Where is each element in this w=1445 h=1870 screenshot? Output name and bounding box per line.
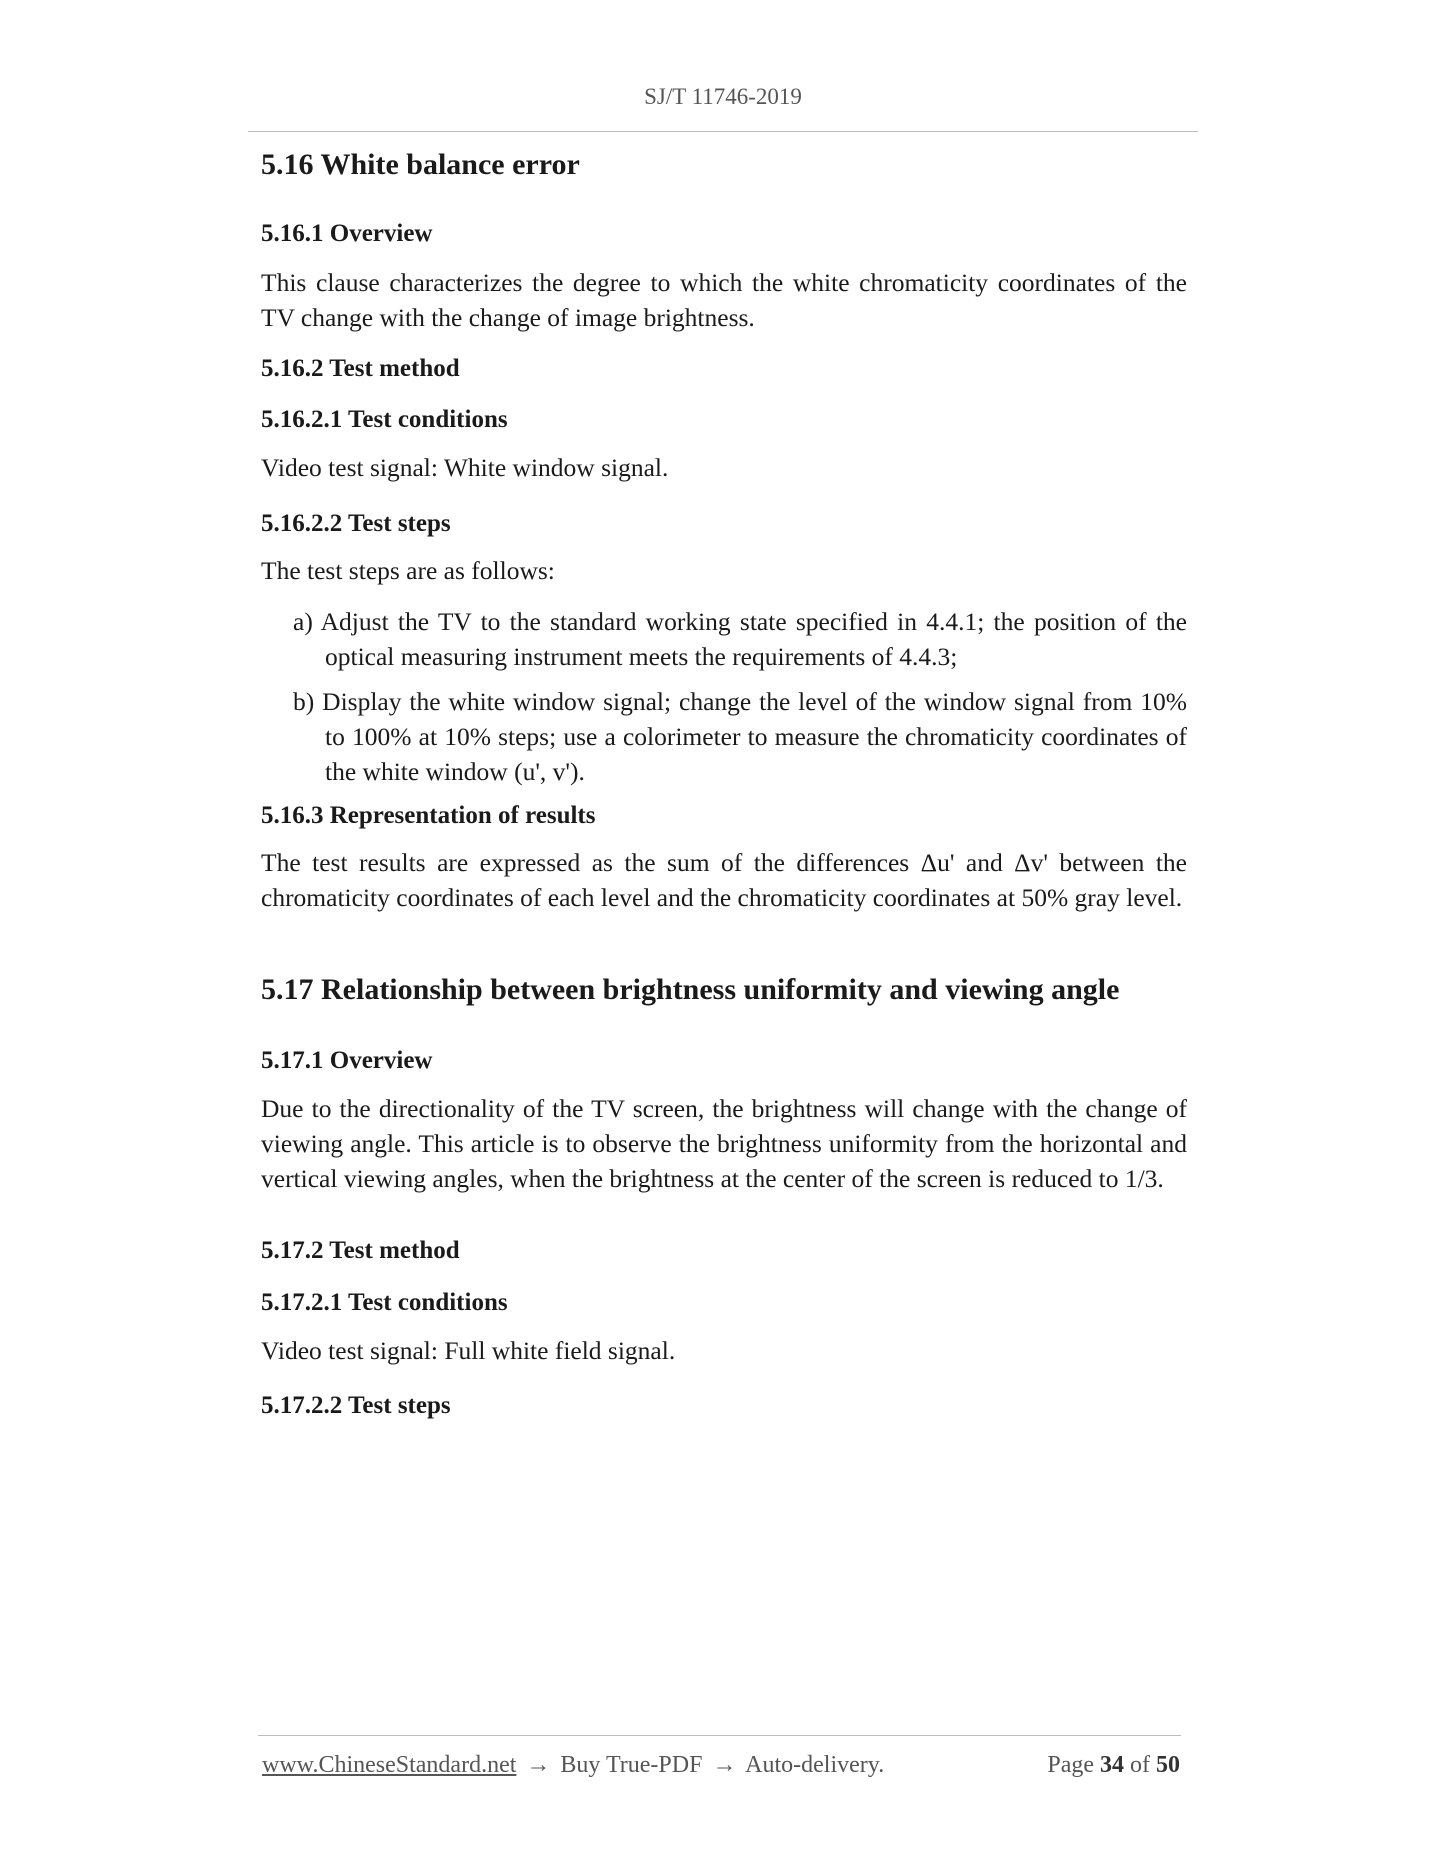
section-5-16-2-1-text: Video test signal: White window signal. <box>261 453 669 482</box>
section-5-17-2-heading: 5.17.2 Test method <box>261 1237 460 1264</box>
section-5-16-3-text: The test results are expressed as the sum of the differences Δu' and Δv' between the chromaticity coordinates of each level and the chromaticity coordinates at 50% gray level. <box>261 848 1187 912</box>
section-5-17-1-text: Due to the directionality of the TV screen, the brightness will change with the change of viewing angle. This article is to observe the brightness uniformity from the horizontal and vertical viewing angles, when the brightness at the center of the screen is reduced to 1/3. <box>261 1094 1187 1193</box>
section-5-17-2-1-text: Video test signal: Full white field signal. <box>261 1336 676 1365</box>
section-5-17-2-2-heading: 5.17.2.2 Test steps <box>261 1392 451 1419</box>
page-footer <box>262 1752 1180 1786</box>
section-5-16-2-1-heading: 5.16.2.1 Test conditions <box>261 406 508 433</box>
page-label: Page <box>1047 1752 1094 1778</box>
test-step-item: b) Display the white window signal; change the level of the window signal from 10% to 100% at 10% steps; use a colorimeter to measure the chromaticity coordinates of the white window (u', v'). <box>293 687 1187 786</box>
header-divider <box>248 131 1198 132</box>
page-indicator <box>1047 1752 1180 1779</box>
section-5-16-3-heading: 5.16.3 Representation of results <box>261 802 596 829</box>
total-pages: 50 <box>1156 1752 1180 1778</box>
footer-promo <box>262 1752 884 1779</box>
page-number: 34 <box>1100 1752 1124 1778</box>
of-label: of <box>1130 1752 1150 1778</box>
buy-pdf-text: Buy True-PDF <box>560 1752 703 1778</box>
section-5-17-2-1-heading: 5.17.2.1 Test conditions <box>261 1289 508 1316</box>
arrow-right-icon: → <box>712 1752 737 1778</box>
footer-divider <box>258 1735 1181 1736</box>
website-link[interactable]: www.ChineseStandard.net <box>262 1752 517 1778</box>
section-5-16-heading: 5.16 White balance error <box>261 148 580 181</box>
section-5-17-1-heading: 5.17.1 Overview <box>261 1047 433 1074</box>
document-header: SJ/T 11746-2019 <box>644 84 802 109</box>
section-5-16-2-heading: 5.16.2 Test method <box>261 355 460 382</box>
auto-delivery-text: Auto-delivery. <box>745 1752 885 1778</box>
section-5-16-1-text: This clause characterizes the degree to which the white chromaticity coordinates of the TV change with the change of image brightness. <box>261 268 1187 332</box>
test-step-item: a) Adjust the TV to the standard working state specified in 4.4.1; the position of the optical measuring instrument meets the requirements of 4.4.3; <box>293 607 1187 671</box>
section-5-17-heading: 5.17 Relationship between brightness uniformity and viewing angle <box>261 973 1120 1006</box>
section-5-16-2-2-heading: 5.16.2.2 Test steps <box>261 510 451 537</box>
arrow-right-icon: → <box>526 1752 551 1778</box>
section-5-16-1-heading: 5.16.1 Overview <box>261 220 433 247</box>
section-5-16-2-2-intro: The test steps are as follows: <box>261 556 555 585</box>
